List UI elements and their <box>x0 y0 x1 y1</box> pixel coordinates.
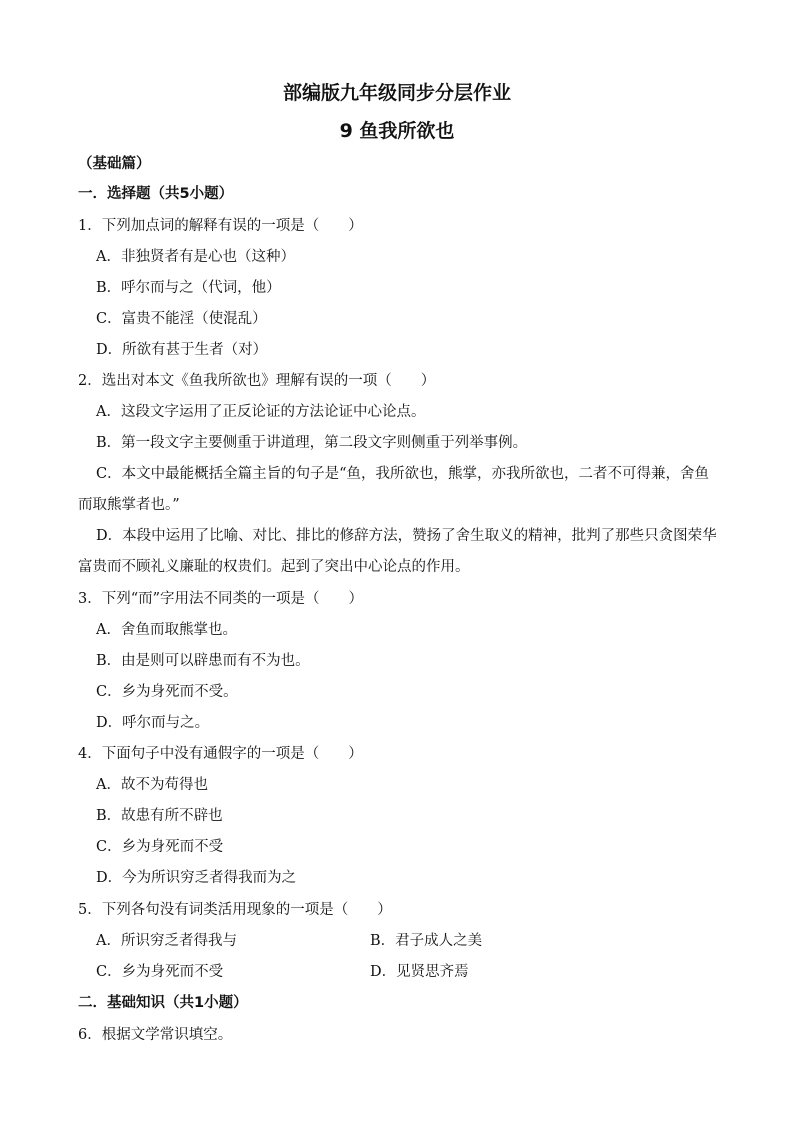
question-3-option-a: A．舍鱼而取熊掌也。 <box>96 622 237 638</box>
question-2-option-c: C．本文中最能概括全篇主旨的句子是“鱼，我所欲也，熊掌，亦我所欲也，二者不可得兼，舍鱼而取熊掌者也。” <box>78 466 710 513</box>
question-4-option-b: B．故患有所不辟也 <box>96 808 223 824</box>
question-2-stem: 2．选出对本文《鱼我所欲也》理解有误的一项（ ） <box>78 373 436 389</box>
question-1-stem: 1．下列加点词的解释有误的一项是（ ） <box>78 218 363 234</box>
question-2-option-b: B．第一段文字主要侧重于讲道理，第二段文字则侧重于列举事例。 <box>96 435 528 451</box>
question-4-option-a: A．故不为苟得也 <box>96 777 208 793</box>
document-title: 部编版九年级同步分层作业 <box>282 82 511 104</box>
question-4-option-c: C．乡为身死而不受 <box>96 839 224 855</box>
question-4-option-d: D．今为所识穷乏者得我而为之 <box>96 870 297 886</box>
question-1-option-d: D．所欲有甚于生者（对） <box>96 342 268 358</box>
question-2-option-d: D．本段中运用了比喻、对比、排比的修辞方法，赞扬了舍生取义的精神，批判了那些只贪图荣华富贵而不顾礼义廉耻的权贵们。起到了突出中心论点的作用。 <box>78 528 717 575</box>
question-5-option-c: C．乡为身死而不受 <box>96 964 224 980</box>
lesson-title: 9 鱼我所欲也 <box>339 120 455 142</box>
question-3-option-d: D．呼尔而与之。 <box>96 715 210 731</box>
level-label: （基础篇） <box>78 156 151 172</box>
section-heading-basics: 二．基础知识（共1小题） <box>78 995 248 1011</box>
question-5-option-d: D．见贤思齐焉 <box>370 964 469 980</box>
question-5-option-a: A．所识穷乏者得我与 <box>96 933 237 949</box>
question-5-stem: 5．下列各句没有词类活用现象的一项是（ ） <box>78 902 392 918</box>
question-5-option-b: B．君子成人之美 <box>370 933 483 949</box>
question-3-option-c: C．乡为身死而不受。 <box>96 684 238 700</box>
question-6-stem: 6．根据文学常识填空。 <box>78 1027 233 1043</box>
question-3-stem: 3．下列“而”字用法不同类的一项是（ ） <box>78 591 364 607</box>
question-2-option-a: A．这段文字运用了正反论证的方法论证中心论点。 <box>96 404 426 420</box>
section-heading-choice: 一．选择题（共5小题） <box>78 186 234 202</box>
question-3-option-b: B．由是则可以辟患而有不为也。 <box>96 653 310 669</box>
question-1-option-a: A．非独贤者有是心也（这种） <box>96 249 295 265</box>
question-4-stem: 4．下面句子中没有通假字的一项是（ ） <box>78 746 363 762</box>
question-1-option-b: B．呼尔而与之（代词，他） <box>96 280 281 296</box>
question-1-option-c: C．富贵不能淫（使混乱） <box>96 311 267 327</box>
